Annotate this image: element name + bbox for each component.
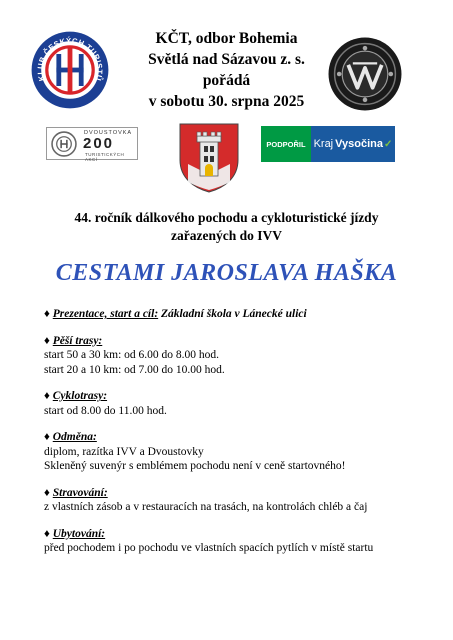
section-text-line: start 50 a 30 km: od 6.00 do 8.00 hod.	[44, 349, 220, 361]
sponsor-label: PODPOŘIL	[261, 126, 311, 162]
detail-section	[44, 486, 444, 515]
kct-ring-text: KLUB ČESKÝCH TURISTŮ	[35, 36, 105, 82]
section-label: Odměna:	[52, 431, 97, 443]
event-subtitle	[0, 209, 453, 245]
subtitle-line-1: 44. ročník dálkového pochodu a cykloturistické jízdy	[74, 210, 379, 225]
section-label: Stravování:	[52, 486, 108, 499]
coat-of-arms-icon	[178, 122, 240, 194]
organizer-line-3: pořádá	[202, 72, 251, 89]
section-label: Cyklotrasy:	[52, 390, 108, 402]
section-label: Pěší trasy:	[52, 334, 103, 347]
sponsor-name	[311, 126, 395, 162]
organizer-line-1: KČT, odbor Bohemia	[155, 30, 298, 47]
diamond-bullet-icon: ♦	[44, 527, 50, 540]
section-text-line: z vlastních zásob a v restauracích na trasách, na kontrolách chléb a čaj	[44, 501, 368, 513]
detail-section	[44, 307, 444, 322]
section-text-line: start 20 a 10 km: od 7.00 do 10.00 hod.	[44, 363, 225, 376]
subtitle-line-2: zařazených do IVV	[171, 228, 282, 243]
section-text-line: diplom, razítka IVV a Dvoustovky	[44, 445, 204, 458]
dvoustovka-bottom-text: TURISTICKÝCH AKCÍ	[85, 152, 125, 162]
detail-section	[44, 389, 444, 418]
section-heading	[44, 307, 444, 322]
organizer-line-2: Světlá nad Sázavou z. s.	[148, 51, 305, 68]
sponsor-kraj: Kraj	[313, 138, 334, 150]
section-text-line: start od 8.00 do 11.00 hod.	[44, 404, 167, 417]
diamond-bullet-icon: ♦	[44, 390, 50, 402]
event-date: v sobotu 30. srpna 2025	[148, 93, 305, 110]
diamond-bullet-icon: ♦	[44, 431, 50, 443]
kct-small-logo-icon	[51, 131, 77, 157]
diamond-bullet-icon: ♦	[44, 334, 50, 347]
sponsor-logo-kraj-vysocina	[261, 126, 395, 162]
diamond-bullet-icon: ♦	[44, 308, 50, 320]
section-heading	[44, 334, 444, 349]
sponsor-vysocina: Vysočina	[335, 138, 384, 150]
section-text-line: Skleněný suvenýr s emblémem pochodu není v ceně startovného!	[44, 460, 346, 472]
detail-section	[44, 430, 444, 474]
section-label: Ubytování:	[52, 527, 106, 540]
detail-section	[44, 527, 444, 556]
section-heading	[44, 527, 444, 542]
section-inline-text: Základní škola v Lánecké ulici	[158, 308, 307, 320]
section-label: Prezentace, start a cíl:	[52, 308, 159, 320]
section-heading	[44, 486, 444, 501]
section-text-line: před pochodem i po pochodu ve vlastních spacích pytlích v místě startu	[44, 542, 374, 554]
section-heading	[44, 430, 444, 445]
section-heading	[44, 389, 444, 404]
ivv-logo-icon	[327, 36, 403, 112]
detail-section	[44, 334, 444, 378]
diamond-bullet-icon: ♦	[44, 486, 50, 499]
event-details	[44, 307, 444, 568]
event-title: CESTAMI JAROSLAVA HAŠKA	[55, 260, 398, 286]
dvoustovka-number: 200	[83, 135, 115, 152]
dvoustovka-logo	[46, 127, 138, 160]
checkmark-icon: ✓	[384, 138, 393, 150]
dvoustovka-top-text: DVOUSTOVKA	[84, 130, 133, 136]
kct-logo-icon	[30, 30, 110, 110]
